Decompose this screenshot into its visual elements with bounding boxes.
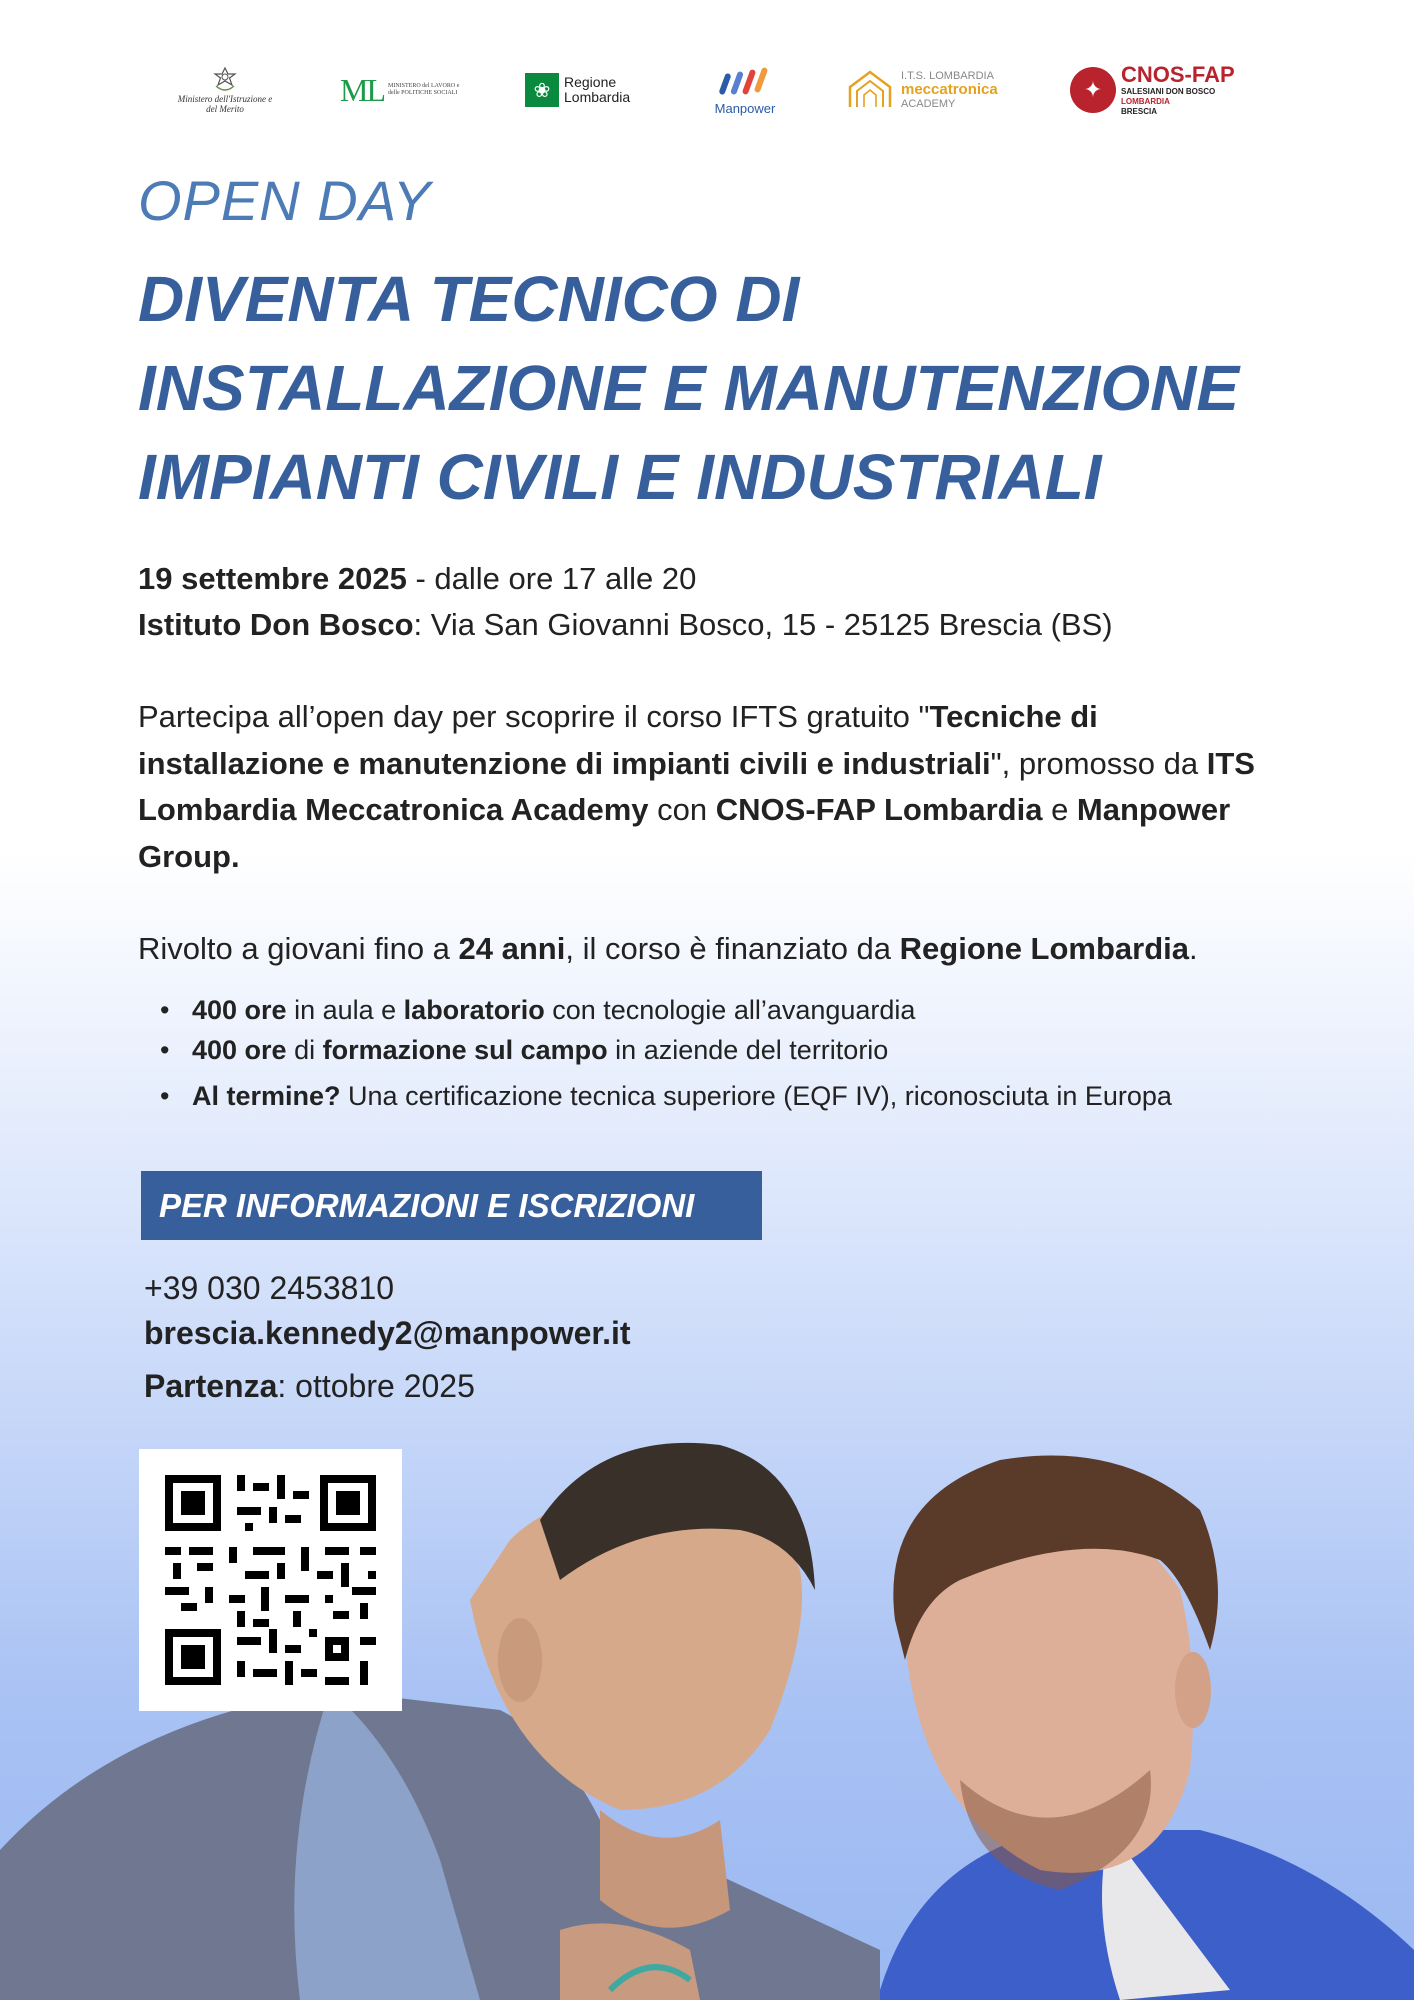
ministero-lavoro-logo: ML MINISTERO del LAVORO e delle POLITICHE SOCIALI: [340, 71, 460, 108]
promoter-its: ITS Lombardia Meccatronica Academy: [138, 745, 1255, 827]
target-paragraph: Rivolto a giovani fino a 24 anni, il corso è finanziato da Regione Lombardia.: [138, 931, 1198, 966]
its-meccatronica-logo: I.T.S. LOMBARDIA meccatronica ACADEMY: [845, 50, 1020, 130]
partner-manpower: Manpower Group.: [138, 792, 1231, 874]
age-limit: 24 anni: [458, 931, 566, 966]
start-date: Partenza: ottobre 2025: [144, 1368, 475, 1404]
course-features-list: [160, 995, 1210, 1121]
open-day-kicker: OPEN DAY: [138, 169, 432, 232]
event-time: - dalle ore 17 alle 20: [406, 561, 697, 596]
manpower-logo: Manpower: [705, 50, 785, 130]
list-item: • 400 ore di formazione sul campo in aziende del territorio: [160, 1035, 1210, 1065]
republic-emblem-icon: [212, 66, 238, 94]
regione-lombardia-logo: ❀ Regione Lombardia: [525, 50, 655, 130]
partner-cnos: CNOS-FAP Lombardia: [715, 792, 1043, 827]
ml-monogram: ML: [340, 71, 384, 108]
event-date: 19 settembre 2025: [138, 561, 407, 596]
course-name: Tecniche di installazione e manutenzione di impianti civili e industriali: [138, 699, 1098, 781]
intro-paragraph: Partecipa all’open day per scoprire il corso IFTS gratuito "Tecniche di installazione e manutenzione di impianti civili e industriali", promosso da ITS Lombardia Meccatronica Academy con CNOS-FAP Lombardia e Manpower Group.: [138, 699, 1255, 874]
info-signup-banner: PER INFORMAZIONI E ISCRIZIONI: [141, 1171, 762, 1240]
title-line: INSTALLAZIONE E MANUTENZIONE: [138, 352, 1239, 424]
title-line: DIVENTA TECNICO DI: [138, 263, 800, 335]
list-item: • Al termine? Una certificazione tecnica superiore (EQF IV), riconosciuta in Europa: [160, 1081, 1210, 1111]
cnos-people-icon: ✦: [1070, 67, 1116, 113]
qr-code[interactable]: [139, 1449, 402, 1711]
phone-number[interactable]: +39 030 2453810: [144, 1270, 395, 1306]
ministero-istruzione-logo: Ministero dell'Istruzione e del Merito: [170, 50, 280, 130]
title-line: IMPIANTI CIVILI E INDUSTRIALI: [138, 441, 1102, 513]
list-item: • 400 ore in aula e laboratorio con tecnologie all’avanguardia: [160, 995, 1210, 1025]
event-venue: Istituto Don Bosco: [138, 607, 414, 642]
partner-logos: [150, 50, 1270, 130]
regione-rose-icon: ❀: [525, 73, 559, 107]
cnos-fap-logo: ✦ CNOS-FAP SALESIANI DON BOSCO LOMBARDIA BRESCIA: [1070, 50, 1270, 130]
manpower-stripes-icon: [716, 65, 774, 99]
email-link[interactable]: brescia.kennedy2@manpower.it: [144, 1315, 631, 1351]
event-details: [138, 556, 1113, 648]
funder: Regione Lombardia: [899, 931, 1190, 966]
page-title: [138, 255, 1338, 522]
its-gear-icon: [845, 67, 895, 113]
event-address: : Via San Giovanni Bosco, 15 - 25125 Brescia (BS): [413, 607, 1113, 642]
